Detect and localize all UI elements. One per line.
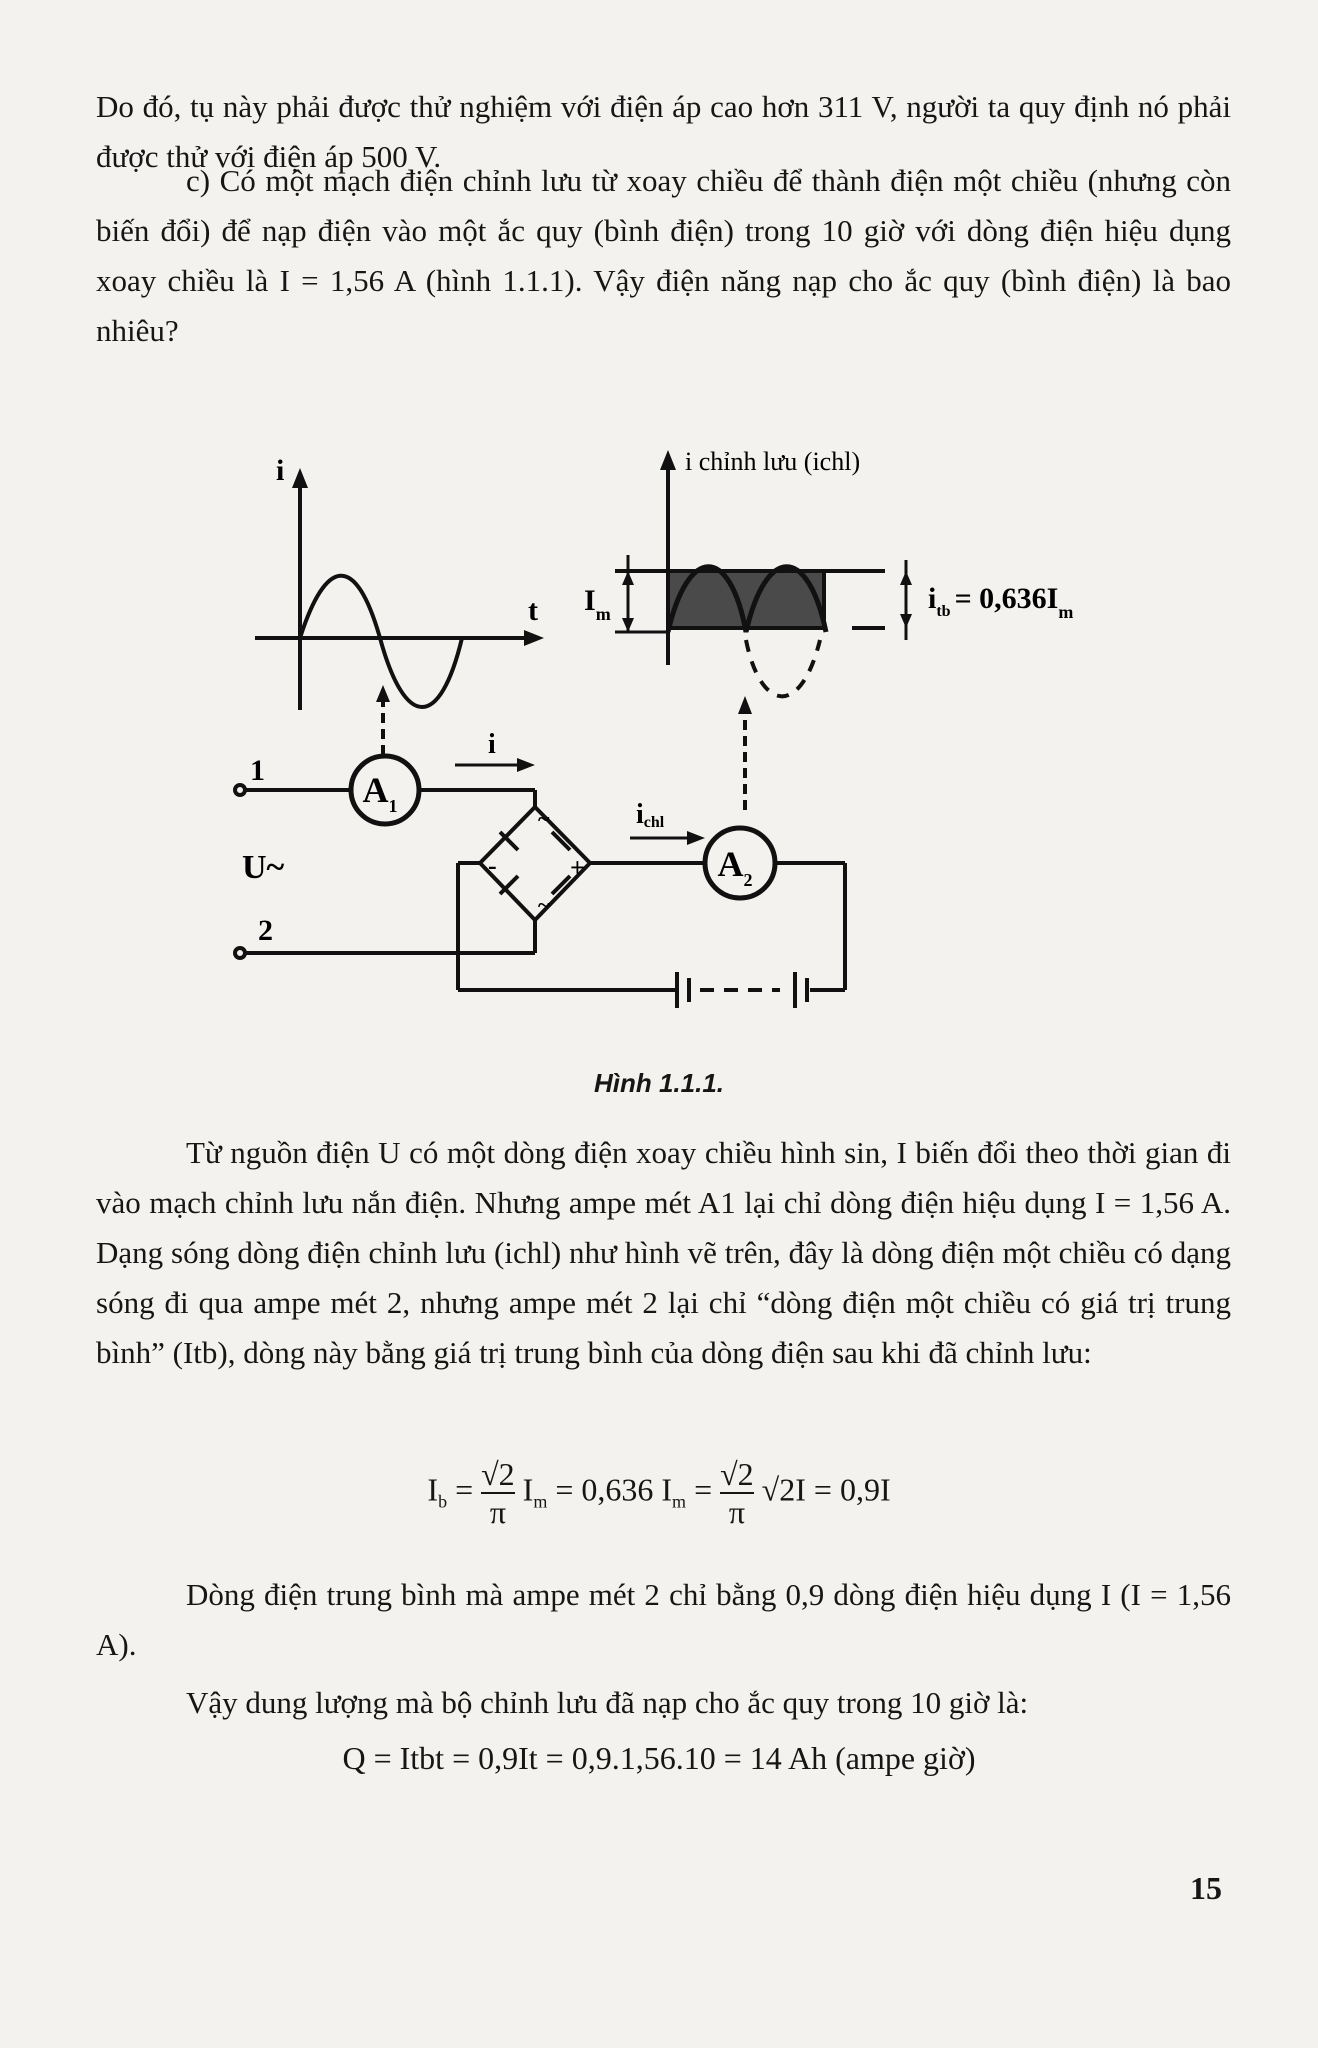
formula-capacity: Q = Itbt = 0,9It = 0,9.1,56.10 = 14 Ah (ampe giờ) <box>342 1740 976 1776</box>
rectified-waveform-plot <box>615 450 885 696</box>
node-1-label: 1 <box>250 754 265 787</box>
node-2-label: 2 <box>258 914 273 947</box>
ac-waveform-plot <box>255 468 544 710</box>
bridge-ac-bottom: ~ <box>538 892 550 917</box>
label-Im: $I_m$ <box>584 584 611 624</box>
rectifier-circuit <box>235 756 845 1008</box>
ammeter-A1: $A_1$ <box>362 770 398 816</box>
page-number: 15 <box>1190 1870 1222 1906</box>
axis-label-ichl: i chỉnh lưu (ichl) <box>685 447 861 476</box>
source-label: U~ <box>242 849 285 886</box>
bridge-plus: + <box>570 853 585 882</box>
bridge-ac-top: ~ <box>538 806 550 831</box>
axis-label-i: i <box>276 454 285 487</box>
paragraph-4: Dòng điện trung bình mà ampe mét 2 chỉ bằng 0,9 dòng điện hiệu dụng I (I = 1,56 A). <box>96 1577 1231 1662</box>
formula-average-current: $I_b$ = $\frac{√2}{\pi}$ $I_m = 0,636$ $I_m$ = $\frac{√2}{\pi}$ √2I = 0,9I <box>427 1456 891 1530</box>
current-ichl-label: ichl <box>636 799 665 831</box>
paragraph-1: Do đó, tụ này phải được thử nghiệm với điện áp cao hơn 311 V, người ta quy định nó phải được thử với điện áp 500 V. <box>96 89 1231 174</box>
paragraph-5: Vậy dung lượng mà bộ chỉnh lưu đã nạp cho ắc quy trong 10 giờ là: <box>186 1685 1029 1720</box>
bridge-minus: - <box>488 851 497 880</box>
figure-1-1-1 <box>0 440 1318 1060</box>
ammeter-A2: $A_2$ <box>717 844 753 890</box>
label-Itb: $i_{tb} = 0,636I_m$ <box>928 582 1074 622</box>
figure-caption: Hình 1.1.1. <box>593 1068 725 1098</box>
current-i-label: i <box>488 729 496 760</box>
axis-label-t: t <box>528 594 538 627</box>
paragraph-2: c) Có một mạch điện chỉnh lưu từ xoay chiều để thành điện một chiều (nhưng còn biến đổi) để nạp điện vào một ắc quy (bình điện) trong 10 giờ với dòng điện hiệu dụng xoay chiều là I = 1,56 A (hình 1.1.1). Vậy điện năng nạp cho ắc quy (bình điện) là bao nhiêu? <box>96 163 1231 348</box>
paragraph-3: Từ nguồn điện U có một dòng điện xoay chiều hình sin, I biến đổi theo thời gian đi vào mạch chỉnh lưu nắn điện. Nhưng ampe mét A1 lại chỉ dòng điện hiệu dụng I = 1,56 A. Dạng sóng dòng điện chỉnh lưu (ichl) như hình vẽ trên, đây là dòng điện một chiều có dạng sóng đi qua ampe mét 2, nhưng ampe mét 2 lại chỉ “dòng điện một chiều có giá trị trung bình” (Itb), dòng này bằng giá trị trung bình của dòng điện sau khi đã chỉnh lưu: <box>96 1135 1231 1370</box>
